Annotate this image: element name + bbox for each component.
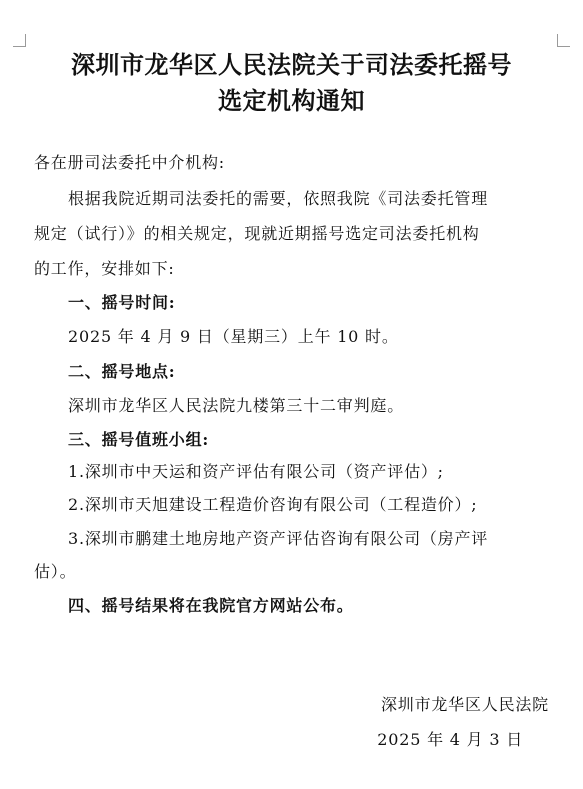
intro-line-3: 的工作，安排如下: [34,259,175,278]
salutation: 各在册司法委托中介机构: [34,153,225,172]
crop-mark-top-right [557,34,570,47]
section-2-content: 深圳市龙华区人民法院九楼第三十二审判庭。 [68,396,405,415]
section-1-content: 2025 年 4 月 9 日（星期三）上午 10 时。 [68,327,399,346]
signature-court-name: 深圳市龙华区人民法院 [380,695,549,714]
section-3-item-3-line-1: 3.深圳市鹏建土地房地产资产评估咨询有限公司（房产评 [68,529,489,548]
notice-title-line-1: 深圳市龙华区人民法院关于司法委托摇号 [71,50,512,79]
section-3-item-3-line-2: 估）。 [34,562,77,581]
section-2-heading: 二、摇号地点: [68,362,176,381]
section-3-heading: 三、摇号值班小组: [68,430,210,449]
intro-line-2: 规定（试行）》的相关规定，现就近期摇号选定司法委托机构 [34,224,480,243]
section-3-item-1: 1.深圳市中天运和资产评估有限公司（资产评估）; [68,462,444,481]
section-3-item-2: 2.深圳市天旭建设工程造价咨询有限公司（工程造价）; [68,495,478,514]
intro-line-1: 根据我院近期司法委托的需要，依照我院《司法委托管理 [68,189,489,208]
crop-mark-top-left [13,34,26,47]
section-1-heading: 一、摇号时间: [68,293,176,312]
signature-date: 2025 年 4 月 3 日 [377,730,523,749]
notice-title-line-2: 选定机构通知 [218,86,365,115]
section-4-heading: 四、摇号结果将在我院官方网站公布。 [68,596,354,615]
